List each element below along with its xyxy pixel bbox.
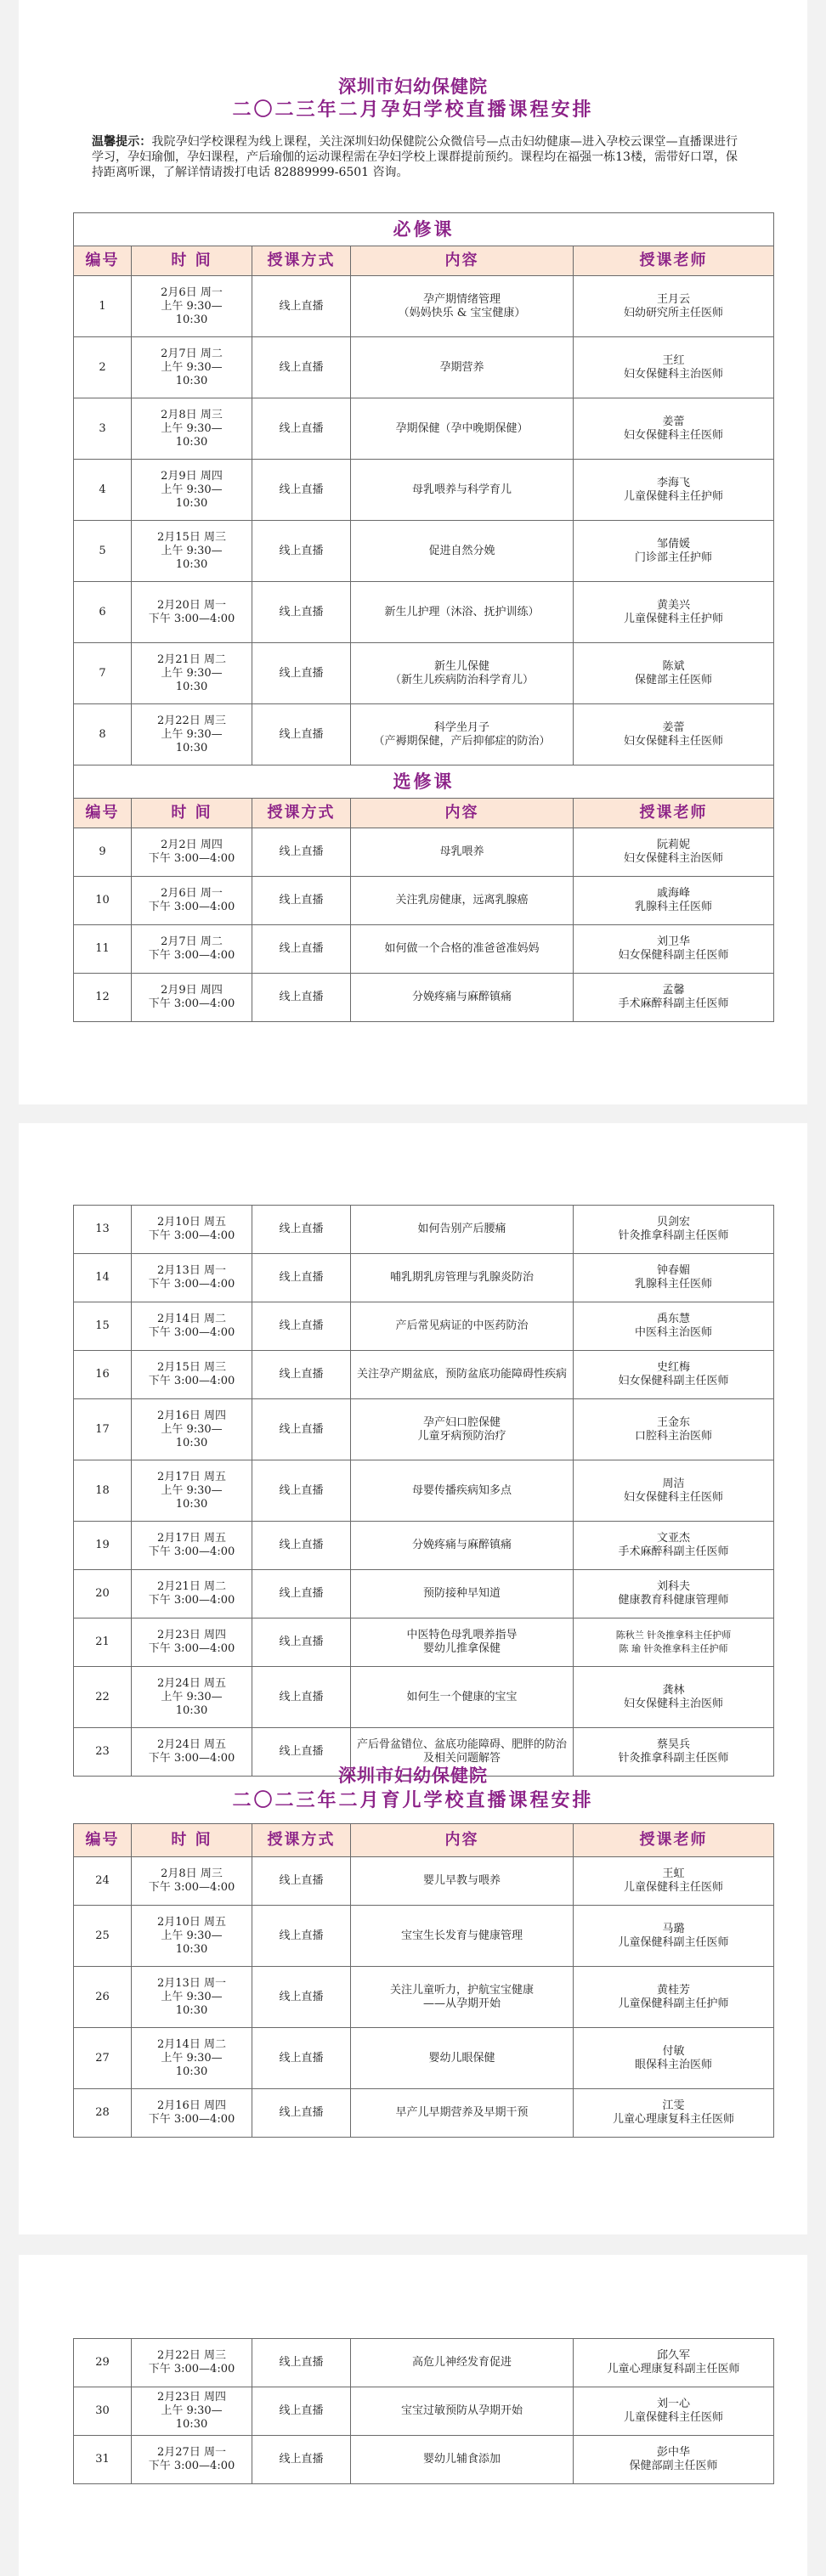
header-time: 时 间 (132, 246, 252, 276)
cell-number: 21 (74, 1618, 132, 1667)
cell-teacher: 黄桂芳 儿童保健科副主任护师 (574, 1967, 774, 2028)
cell-number: 26 (74, 1967, 132, 2028)
table-row (74, 1399, 774, 1460)
cell-time: 2月20日 周一 下午 3:00—4:00 (132, 582, 252, 643)
cell-content: 宝宝生长发育与健康管理 (351, 1906, 574, 1967)
cell-number: 14 (74, 1254, 132, 1302)
cell-teacher: 刘科夫 健康教育科健康管理师 (574, 1570, 774, 1618)
table-row (74, 643, 774, 704)
cell-teacher: 王虹 儿童保健科主任医师 (574, 1857, 774, 1906)
cell-number: 15 (74, 1302, 132, 1351)
cell-number: 13 (74, 1206, 132, 1254)
cell-mode: 线上直播 (252, 1728, 351, 1777)
cell-mode: 线上直播 (252, 1302, 351, 1351)
cell-mode: 线上直播 (252, 877, 351, 925)
cell-mode: 线上直播 (252, 1351, 351, 1399)
table-row (74, 521, 774, 582)
table-row (74, 1570, 774, 1618)
section-row-required (74, 213, 774, 246)
cell-content: 分娩疼痛与麻醉镇痛 (351, 974, 574, 1022)
cell-time: 2月10日 周五 下午 3:00—4:00 (132, 1206, 252, 1254)
table-row (74, 1522, 774, 1570)
cell-mode: 线上直播 (252, 521, 351, 582)
table-row (74, 974, 774, 1022)
header-no: 编号 (74, 1824, 132, 1857)
table-row (74, 398, 774, 460)
cell-time: 2月6日 周一 下午 3:00—4:00 (132, 877, 252, 925)
cell-number: 24 (74, 1857, 132, 1906)
cell-time: 2月24日 周五 上午 9:30— 10:30 (132, 1667, 252, 1728)
cell-time: 2月21日 周二 下午 3:00—4:00 (132, 1570, 252, 1618)
cell-content: 孕产妇口腔保健 儿童牙病预防治疗 (351, 1399, 574, 1460)
cell-content: 关注孕产期盆底，预防盆底功能障碍性疾病 (351, 1351, 574, 1399)
cell-mode: 线上直播 (252, 643, 351, 704)
section-title-required: 必修课 (74, 213, 774, 246)
table-row (74, 2028, 774, 2089)
cell-teacher: 刘卫华 妇女保健科副主任医师 (574, 925, 774, 974)
cell-teacher: 王月云 妇幼研究所主任医师 (574, 276, 774, 337)
cell-number: 23 (74, 1728, 132, 1777)
cell-content: 科学坐月子 （产褥期保健，产后抑郁症的防治） (351, 704, 574, 765)
hospital-title-2: 深圳市妇幼保健院 (338, 1765, 488, 1786)
elective-schedule-table-continued (73, 1205, 774, 1777)
section-row-elective (74, 765, 774, 799)
header-mode: 授课方式 (252, 246, 351, 276)
table-header-row (74, 246, 774, 276)
cell-content: 产后骨盆错位、盆底功能障碍、肥胖的防治及相关问题解答 (351, 1728, 574, 1777)
cell-time: 2月8日 周三 上午 9:30— 10:30 (132, 398, 252, 460)
cell-content: 新生儿护理（沐浴、抚护训练） (351, 582, 574, 643)
cell-teacher: 江雯 儿童心理康复科主任医师 (574, 2089, 774, 2138)
table-row (74, 1460, 774, 1522)
cell-teacher: 彭中华 保健部副主任医师 (574, 2436, 774, 2484)
cell-mode: 线上直播 (252, 276, 351, 337)
cell-time: 2月13日 周一 上午 9:30— 10:30 (132, 1967, 252, 2028)
cell-number: 7 (74, 643, 132, 704)
cell-teacher: 马璐 儿童保健科副主任医师 (574, 1906, 774, 1967)
table-row (74, 925, 774, 974)
cell-number: 9 (74, 828, 132, 877)
cell-content: 宝宝过敏预防从孕期开始 (351, 2387, 574, 2436)
cell-number: 29 (74, 2339, 132, 2387)
cell-number: 1 (74, 276, 132, 337)
cell-mode: 线上直播 (252, 1399, 351, 1460)
cell-content: 分娩疼痛与麻醉镇痛 (351, 1522, 574, 1570)
cell-teacher: 黄美兴 儿童保健科主任护师 (574, 582, 774, 643)
cell-number: 31 (74, 2436, 132, 2484)
notice-body: 我院孕妇学校课程为线上课程，关注深圳妇幼保健院公众微信号—点击妇幼健康—进入孕校云课堂—直播课进行学习，孕妇瑜伽，孕妇课程，产后瑜伽的运动课程需在孕妇学校上课群提前预约。课程均在福强一栋13楼，需带好口罩，保持距离听课，了解详情请拨打电话 82889999-6501 咨询。 (92, 135, 738, 179)
cell-content: 母乳喂养与科学育儿 (351, 460, 574, 521)
cell-time: 2月23日 周四 上午 9:30— 10:30 (132, 2387, 252, 2436)
table-row (74, 1618, 774, 1667)
table-row (74, 582, 774, 643)
cell-mode: 线上直播 (252, 1857, 351, 1906)
cell-number: 19 (74, 1522, 132, 1570)
cell-mode: 线上直播 (252, 1570, 351, 1618)
cell-teacher: 刘一心 儿童保健科主任医师 (574, 2387, 774, 2436)
cell-mode: 线上直播 (252, 337, 351, 398)
cell-time: 2月22日 周三 下午 3:00—4:00 (132, 2339, 252, 2387)
cell-content: 母乳喂养 (351, 828, 574, 877)
cell-time: 2月15日 周三 上午 9:30— 10:30 (132, 521, 252, 582)
table-row (74, 1967, 774, 2028)
cell-teacher: 付敏 眼保科主治医师 (574, 2028, 774, 2089)
cell-teacher: 周洁 妇女保健科主任医师 (574, 1460, 774, 1522)
cell-content: 预防接种早知道 (351, 1570, 574, 1618)
table-row (74, 704, 774, 765)
table-row (74, 1857, 774, 1906)
cell-mode: 线上直播 (252, 1254, 351, 1302)
cell-teacher: 戚海峰 乳腺科主任医师 (574, 877, 774, 925)
cell-time: 2月14日 周二 下午 3:00—4:00 (132, 1302, 252, 1351)
cell-teacher: 姜蕾 妇女保健科主任医师 (574, 398, 774, 460)
cell-mode: 线上直播 (252, 2436, 351, 2484)
cell-time: 2月10日 周五 上午 9:30— 10:30 (132, 1906, 252, 1967)
cell-content: 新生儿保健 （新生儿疾病防治科学育儿） (351, 643, 574, 704)
header-no: 编号 (74, 799, 132, 828)
cell-time: 2月23日 周四 下午 3:00—4:00 (132, 1618, 252, 1667)
cell-mode: 线上直播 (252, 1522, 351, 1570)
cell-teacher: 阮莉妮 妇女保健科主治医师 (574, 828, 774, 877)
cell-time: 2月16日 周四 下午 3:00—4:00 (132, 2089, 252, 2138)
table-row (74, 276, 774, 337)
section-title-elective: 选修课 (74, 765, 774, 799)
cell-number: 18 (74, 1460, 132, 1522)
header-teacher: 授课老师 (574, 1824, 774, 1857)
cell-mode: 线上直播 (252, 460, 351, 521)
cell-time: 2月15日 周三 下午 3:00—4:00 (132, 1351, 252, 1399)
cell-time: 2月27日 周一 下午 3:00—4:00 (132, 2436, 252, 2484)
cell-teacher: 孟馨 手术麻醉科副主任医师 (574, 974, 774, 1022)
cell-time: 2月7日 周二 上午 9:30— 10:30 (132, 337, 252, 398)
cell-content: 如何生一个健康的宝宝 (351, 1667, 574, 1728)
cell-mode: 线上直播 (252, 1906, 351, 1967)
notice-lead: 温馨提示： (92, 135, 152, 149)
cell-number: 2 (74, 337, 132, 398)
table-row (74, 1302, 774, 1351)
table-row (74, 2436, 774, 2484)
cell-content: 产后常见病证的中医药防治 (351, 1302, 574, 1351)
cell-time: 2月22日 周三 上午 9:30— 10:30 (132, 704, 252, 765)
header-content: 内容 (351, 799, 574, 828)
document-page-3 (19, 2255, 807, 2576)
document-page-1 (19, 0, 807, 1104)
cell-number: 8 (74, 704, 132, 765)
header-time: 时 间 (132, 1824, 252, 1857)
cell-number: 5 (74, 521, 132, 582)
cell-teacher: 蔡昊兵 针灸推拿科副主任医师 (574, 1728, 774, 1777)
cell-content: 中医特色母乳喂养指导 婴幼儿推拿保健 (351, 1618, 574, 1667)
cell-content: 关注乳房健康，远离乳腺癌 (351, 877, 574, 925)
parenting-schedule-table (73, 1823, 774, 2138)
table-row (74, 1254, 774, 1302)
header-teacher: 授课老师 (574, 246, 774, 276)
cell-time: 2月9日 周四 上午 9:30— 10:30 (132, 460, 252, 521)
cell-time: 2月13日 周一 下午 3:00—4:00 (132, 1254, 252, 1302)
cell-time: 2月8日 周三 下午 3:00—4:00 (132, 1857, 252, 1906)
cell-time: 2月14日 周二 上午 9:30— 10:30 (132, 2028, 252, 2089)
cell-content: 孕期保健（孕中晚期保健） (351, 398, 574, 460)
cell-teacher: 陈秋兰 针灸推拿科主任护师 陈 瑜 针灸推拿科主任护师 (574, 1618, 774, 1667)
cell-time: 2月7日 周二 下午 3:00—4:00 (132, 925, 252, 974)
cell-teacher: 李海飞 儿童保健科主任护师 (574, 460, 774, 521)
cell-teacher: 钟春媚 乳腺科主任医师 (574, 1254, 774, 1302)
cell-teacher: 姜蕾 妇女保健科主任医师 (574, 704, 774, 765)
header-teacher: 授课老师 (574, 799, 774, 828)
cell-content: 婴儿早教与喂养 (351, 1857, 574, 1906)
cell-time: 2月17日 周五 上午 9:30— 10:30 (132, 1460, 252, 1522)
cell-number: 12 (74, 974, 132, 1022)
cell-time: 2月17日 周五 下午 3:00—4:00 (132, 1522, 252, 1570)
cell-number: 17 (74, 1399, 132, 1460)
table-row (74, 1667, 774, 1728)
notice-paragraph (92, 134, 738, 180)
schedule-title: 二〇二三年二月孕妇学校直播课程安排 (232, 99, 594, 121)
table-row (74, 828, 774, 877)
table-row (74, 2089, 774, 2138)
cell-number: 6 (74, 582, 132, 643)
cell-mode: 线上直播 (252, 1667, 351, 1728)
cell-mode: 线上直播 (252, 1967, 351, 2028)
cell-number: 11 (74, 925, 132, 974)
table-row (74, 2339, 774, 2387)
cell-mode: 线上直播 (252, 2089, 351, 2138)
cell-mode: 线上直播 (252, 1460, 351, 1522)
table-header-row (74, 799, 774, 828)
cell-mode: 线上直播 (252, 2028, 351, 2089)
cell-content: 婴幼儿辅食添加 (351, 2436, 574, 2484)
cell-teacher: 贝剑宏 针灸推拿科副主任医师 (574, 1206, 774, 1254)
cell-number: 28 (74, 2089, 132, 2138)
cell-mode: 线上直播 (252, 2339, 351, 2387)
cell-time: 2月16日 周四 上午 9:30— 10:30 (132, 1399, 252, 1460)
cell-number: 4 (74, 460, 132, 521)
cell-mode: 线上直播 (252, 828, 351, 877)
cell-content: 哺乳期乳房管理与乳腺炎防治 (351, 1254, 574, 1302)
cell-number: 20 (74, 1570, 132, 1618)
cell-content: 母婴传播疾病知多点 (351, 1460, 574, 1522)
parenting-schedule-table-continued (73, 2338, 774, 2484)
cell-time: 2月9日 周四 下午 3:00—4:00 (132, 974, 252, 1022)
table-row (74, 877, 774, 925)
cell-mode: 线上直播 (252, 704, 351, 765)
table-row (74, 1206, 774, 1254)
cell-content: 婴幼儿眼保健 (351, 2028, 574, 2089)
cell-content: 如何做一个合格的准爸爸准妈妈 (351, 925, 574, 974)
parenting-schedule-title: 二〇二三年二月育儿学校直播课程安排 (232, 1789, 594, 1811)
cell-number: 10 (74, 877, 132, 925)
cell-mode: 线上直播 (252, 582, 351, 643)
cell-number: 3 (74, 398, 132, 460)
required-schedule-table (73, 212, 774, 1022)
table-row (74, 1351, 774, 1399)
cell-number: 27 (74, 2028, 132, 2089)
cell-teacher: 王红 妇女保健科主治医师 (574, 337, 774, 398)
hospital-title: 深圳市妇幼保健院 (338, 76, 488, 97)
cell-mode: 线上直播 (252, 1618, 351, 1667)
cell-mode: 线上直播 (252, 974, 351, 1022)
cell-content: 促进自然分娩 (351, 521, 574, 582)
cell-teacher: 禹东慧 中医科主治医师 (574, 1302, 774, 1351)
cell-number: 30 (74, 2387, 132, 2436)
header-no: 编号 (74, 246, 132, 276)
cell-time: 2月6日 周一 上午 9:30— 10:30 (132, 276, 252, 337)
cell-time: 2月24日 周五 下午 3:00—4:00 (132, 1728, 252, 1777)
cell-teacher: 陈斌 保健部主任医师 (574, 643, 774, 704)
header-content: 内容 (351, 246, 574, 276)
table-row (74, 1906, 774, 1967)
cell-number: 16 (74, 1351, 132, 1399)
table-row (74, 2387, 774, 2436)
cell-time: 2月2日 周四 下午 3:00—4:00 (132, 828, 252, 877)
table-row (74, 460, 774, 521)
cell-content: 关注儿童听力，护航宝宝健康 ——从孕期开始 (351, 1967, 574, 2028)
cell-time: 2月21日 周二 上午 9:30— 10:30 (132, 643, 252, 704)
header-mode: 授课方式 (252, 799, 351, 828)
cell-teacher: 史红梅 妇女保健科副主任医师 (574, 1351, 774, 1399)
header-time: 时 间 (132, 799, 252, 828)
cell-content: 早产儿早期营养及早期干预 (351, 2089, 574, 2138)
header-mode: 授课方式 (252, 1824, 351, 1857)
cell-mode: 线上直播 (252, 2387, 351, 2436)
header-content: 内容 (351, 1824, 574, 1857)
cell-mode: 线上直播 (252, 1206, 351, 1254)
cell-number: 22 (74, 1667, 132, 1728)
cell-content: 高危儿神经发育促进 (351, 2339, 574, 2387)
cell-number: 25 (74, 1906, 132, 1967)
cell-teacher: 文亚杰 手术麻醉科副主任医师 (574, 1522, 774, 1570)
cell-content: 如何告别产后腰痛 (351, 1206, 574, 1254)
cell-mode: 线上直播 (252, 925, 351, 974)
cell-teacher: 王金东 口腔科主治医师 (574, 1399, 774, 1460)
cell-content: 孕产期情绪管理 （妈妈快乐 & 宝宝健康） (351, 276, 574, 337)
cell-content: 孕期营养 (351, 337, 574, 398)
cell-mode: 线上直播 (252, 398, 351, 460)
cell-teacher: 龚林 妇女保健科主治医师 (574, 1667, 774, 1728)
table-header-row (74, 1824, 774, 1857)
cell-teacher: 邹倩媛 门诊部主任护师 (574, 521, 774, 582)
cell-teacher: 邱久军 儿童心理康复科副主任医师 (574, 2339, 774, 2387)
document-page-2 (19, 1123, 807, 2234)
table-row (74, 337, 774, 398)
